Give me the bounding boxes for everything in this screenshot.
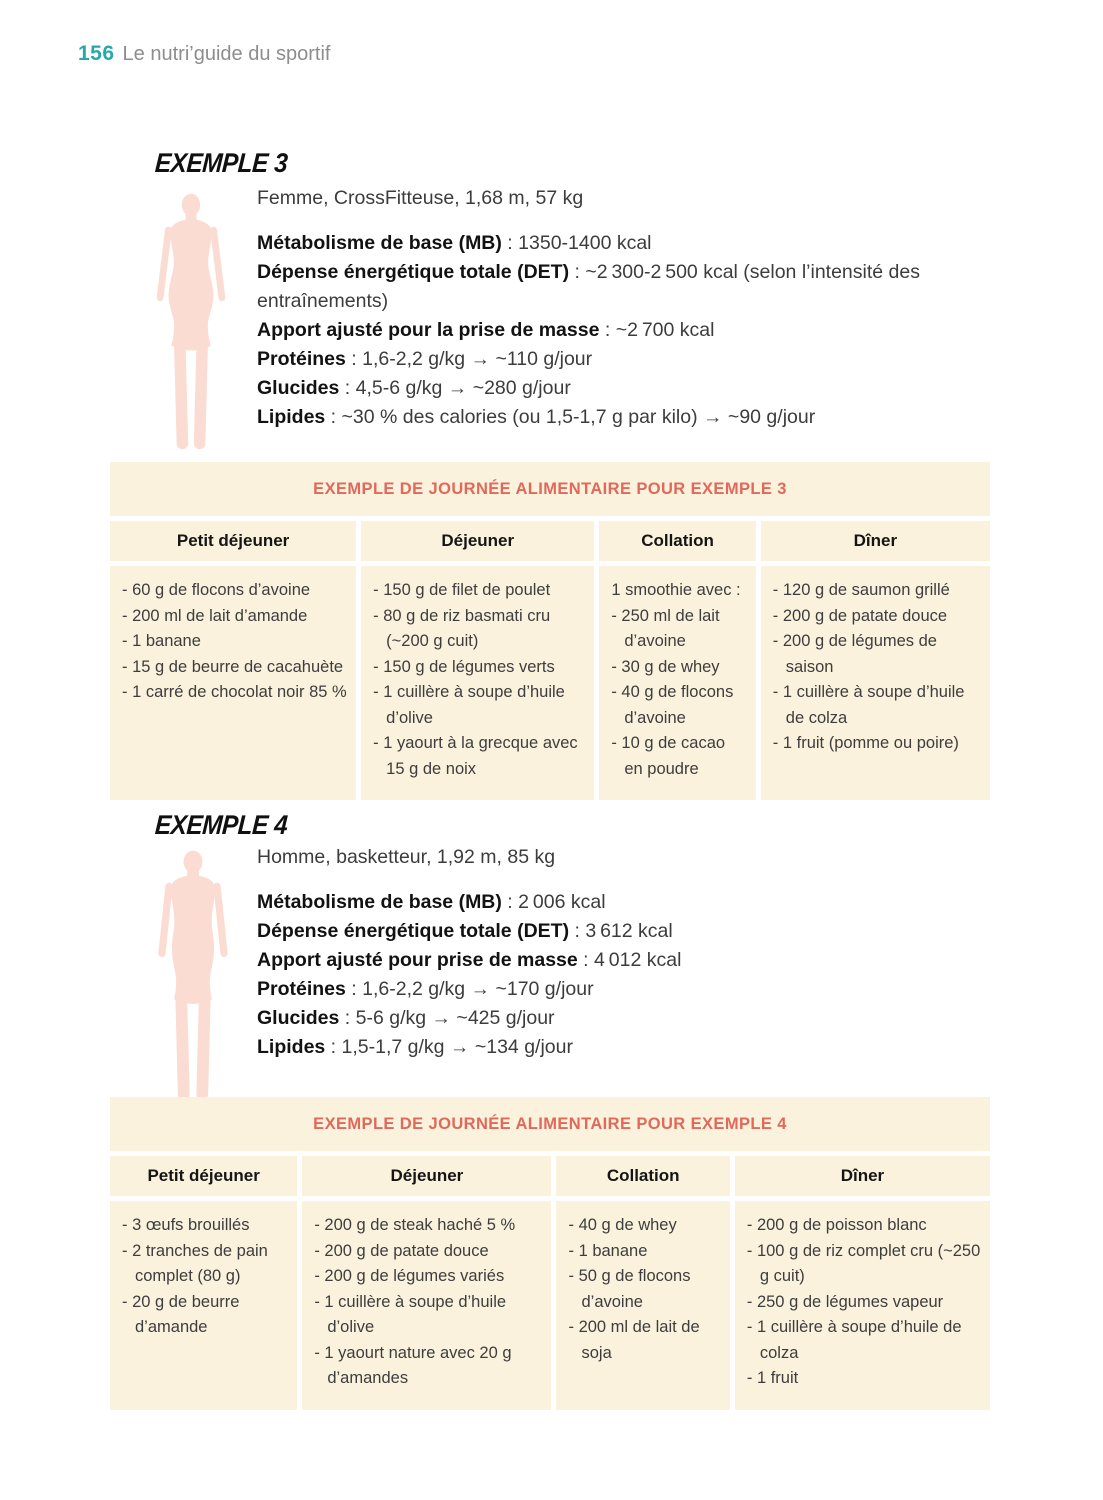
cell-dejeuner [361,566,594,800]
list-item: - 250 ml de lait d’avoine [611,606,720,650]
stat-line [257,229,947,258]
stat-label: Glucides [257,1007,340,1029]
colon-separator: : [345,348,363,370]
stat-label: Dépense énergétique totale (DET) [257,261,570,283]
stat-value: 1350-1400 kcal [518,232,652,254]
colon-separator: : [501,891,519,913]
header-cell-diner: Dîner [735,1156,990,1196]
female-silhouette-icon [149,188,233,460]
header-cell-diner: Dîner [761,521,990,561]
stat-value: 1,5-1,7 g/kg → ~134 g/jour [341,1036,573,1058]
header-cell-collation: Collation [556,1156,729,1196]
meal-table-exemple-3 [110,462,990,800]
stat-line [257,888,947,917]
stat-line [257,374,947,403]
stat-label: Protéines [257,348,346,370]
stat-label: Lipides [257,406,326,428]
stat-value: ~2 300-2 500 kcal (selon l’intensité des entraînements) [257,261,920,312]
stat-label: Métabolisme de base (MB) [257,232,502,254]
cell-dejeuner [302,1201,551,1410]
list-item: - 1 fruit (pomme ou poire) [772,734,959,752]
list-item: - 200 g de poisson blanc [746,1216,927,1234]
colon-separator: : [325,1036,342,1058]
stats-block [257,229,947,432]
table-title: EXEMPLE DE JOURNÉE ALIMENTAIRE POUR EXEMPLE 4 [110,1097,990,1151]
list-item: - 200 g de légumes variés [314,1267,505,1285]
list-item: - 250 g de légumes vapeur [746,1292,944,1311]
stat-value: 2 006 kcal [518,891,606,913]
list-item: - 1 cuillère à soupe d’huile d’olive [373,683,565,727]
subject-line: Femme, CrossFitteuse, 1,68 m, 57 kg [257,187,584,209]
stat-value: 3 612 kcal [585,920,673,942]
exemple-3-body [257,184,947,432]
colon-separator: : [569,920,586,942]
stat-label: Dépense énergétique totale (DET) [257,920,570,942]
list-item: - 1 banane [122,632,201,650]
list-item: - 1 cuillère à soupe d’huile de colza [746,1318,962,1362]
colon-separator: : [325,406,342,428]
exemple-3-heading: EXEMPLE 3 [154,148,289,178]
header-cell-petit-dejeuner: Petit déjeuner [110,521,356,561]
list-item: - 2 tranches de pain complet (80 g) [122,1241,268,1285]
list-item: 1 smoothie avec : [611,581,741,599]
list-item: - 100 g de riz complet cru (~250 g cuit) [746,1241,981,1285]
list-item: - 200 g de patate douce [314,1241,489,1260]
header-cell-dejeuner: Déjeuner [361,521,594,561]
subject-line: Homme, basketteur, 1,92 m, 85 kg [257,846,556,868]
list-item: - 15 g de beurre de cacahuète [122,657,344,676]
stat-value: ~30 % des calories (ou 1,5-1,7 g par kilo) → ~90 g/jour [341,406,816,428]
list-item: - 150 g de légumes verts [373,657,555,676]
stat-label: Apport ajusté pour la prise de masse [257,319,600,341]
cell-collation [599,566,755,800]
colon-separator: : [345,978,363,1000]
stat-label: Protéines [257,978,346,1000]
stat-line [257,403,947,432]
stat-value: 4,5-6 g/kg → ~280 g/jour [355,377,571,399]
exemple-4-body [257,843,947,1062]
stat-value: 1,6-2,2 g/kg → ~170 g/jour [362,978,594,1000]
stat-value: 5-6 g/kg → ~425 g/jour [355,1007,555,1029]
stat-label: Lipides [257,1036,326,1058]
table-header-row [110,521,990,561]
colon-separator: : [599,319,616,341]
cell-diner [761,566,990,800]
list-item: - 1 banane [568,1241,648,1260]
stat-line [257,975,947,1004]
colon-separator: : [501,232,519,254]
table-header-row [110,1156,990,1196]
colon-separator: : [577,949,595,971]
list-item: - 200 g de patate douce [772,606,948,625]
list-item: - 200 ml de lait d’amande [122,606,308,625]
list-item: - 1 carré de chocolat noir 85 % [122,683,347,701]
stat-label: Glucides [257,377,340,399]
table-title: EXEMPLE DE JOURNÉE ALIMENTAIRE POUR EXEMPLE 3 [110,462,990,516]
male-silhouette-icon [149,846,237,1108]
list-item: - 1 yaourt à la grecque avec 15 g de noix [373,734,578,778]
list-item: - 150 g de filet de poulet [373,581,551,599]
list-item: - 1 fruit [746,1369,799,1387]
page-header [78,42,330,66]
table-body-row [110,1201,990,1410]
stat-value: 4 012 kcal [594,949,682,971]
list-item: - 20 g de beurre d’amande [122,1292,240,1336]
list-item: - 3 œufs brouillés [122,1216,250,1234]
stat-line [257,258,947,316]
list-item: - 40 g de whey [568,1216,677,1234]
list-item: - 200 ml de lait de soja [568,1318,700,1362]
cell-collation [556,1201,729,1410]
header-cell-collation: Collation [599,521,755,561]
list-item: - 60 g de flocons d’avoine [122,581,311,599]
exemple-4-heading: EXEMPLE 4 [154,810,289,840]
stat-line [257,946,947,975]
list-item: - 80 g de riz basmati cru (~200 g cuit) [373,606,551,650]
list-item: - 120 g de saumon grillé [772,581,950,599]
stats-block [257,888,947,1062]
list-item: - 1 yaourt nature avec 20 g d’amandes [314,1343,512,1387]
cell-petit-dejeuner [110,566,356,800]
list-item: - 40 g de flocons d’avoine [611,683,734,727]
colon-separator: : [339,1007,356,1029]
stat-label: Apport ajusté pour prise de masse [257,949,578,971]
stat-label: Métabolisme de base (MB) [257,891,502,913]
book-title: Le nutri’guide du sportif [122,43,331,65]
stat-value: ~2 700 kcal [615,319,715,341]
meal-table-exemple-4 [110,1097,990,1410]
page-number: 156 [78,42,115,65]
list-item: - 200 g de steak haché 5 % [314,1216,516,1234]
header-cell-dejeuner: Déjeuner [302,1156,551,1196]
stat-line [257,316,947,345]
table-body-row [110,566,990,800]
list-item: - 200 g de légumes de saison [772,632,937,676]
list-item: - 1 cuillère à soupe d’huile d’olive [314,1292,507,1336]
list-item: - 1 cuillère à soupe d’huile de colza [772,683,965,727]
cell-petit-dejeuner [110,1201,297,1410]
header-cell-petit-dejeuner: Petit déjeuner [110,1156,297,1196]
stat-line [257,1033,947,1062]
cell-diner [735,1201,990,1410]
list-item: - 10 g de cacao en poudre [611,734,726,778]
list-item: - 50 g de flocons d’avoine [568,1267,691,1311]
list-item: - 30 g de whey [611,657,720,676]
stat-value: 1,6-2,2 g/kg → ~110 g/jour [362,348,593,370]
colon-separator: : [569,261,586,283]
stat-line [257,345,947,374]
stat-line [257,917,947,946]
stat-line [257,1004,947,1033]
colon-separator: : [339,377,356,399]
